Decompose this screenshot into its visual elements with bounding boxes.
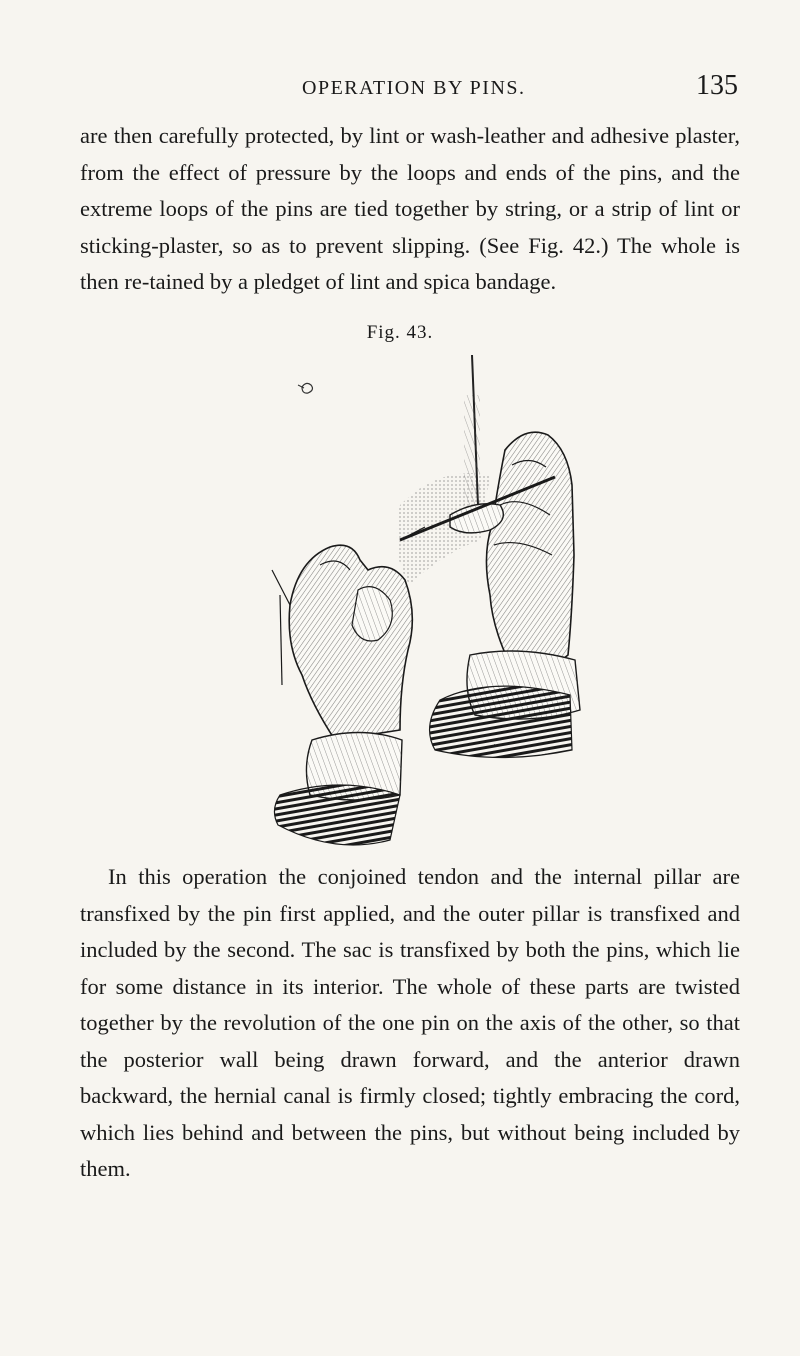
left-cuff: [274, 733, 402, 846]
running-title: OPERATION BY PINS.: [302, 77, 526, 99]
right-cuff: [430, 651, 580, 758]
paragraph-1: are then carefully protected, by lint or wash-leather and adhesive plaster, from the effect of pressure by the loops and ends of the pins, and the extreme loops of the pins are tied together by string, or a strip of lint or sticking-plaster, so as to prevent slipping. (See Fig. 42.) The whole is then re-tained by a pledget of lint and spica bandage.: [80, 123, 740, 294]
hands-engraving: [250, 355, 590, 850]
pin-shaft-shading: [464, 395, 480, 505]
running-head: [80, 70, 740, 110]
figure-hands-illustration: [250, 355, 590, 850]
figure-caption: Fig. 43.: [366, 322, 434, 343]
page-number: 135: [696, 70, 738, 101]
paragraph-2: In this operation the conjoined tendon and the internal pillar are transfixed by the pin first applied, and the outer pillar is transfixed and included by the second. The sac is transfixed by both the pins, which lie for some distance in its interior. The whole of these parts are twisted together by the revolution of the one pin on the axis of the other, so that the posterior wall being drawn forward, and the anterior drawn backward, the hernial canal is firmly closed; tightly embracing the cord, which lies behind and between the pins, but without being included by them.: [80, 864, 740, 1181]
